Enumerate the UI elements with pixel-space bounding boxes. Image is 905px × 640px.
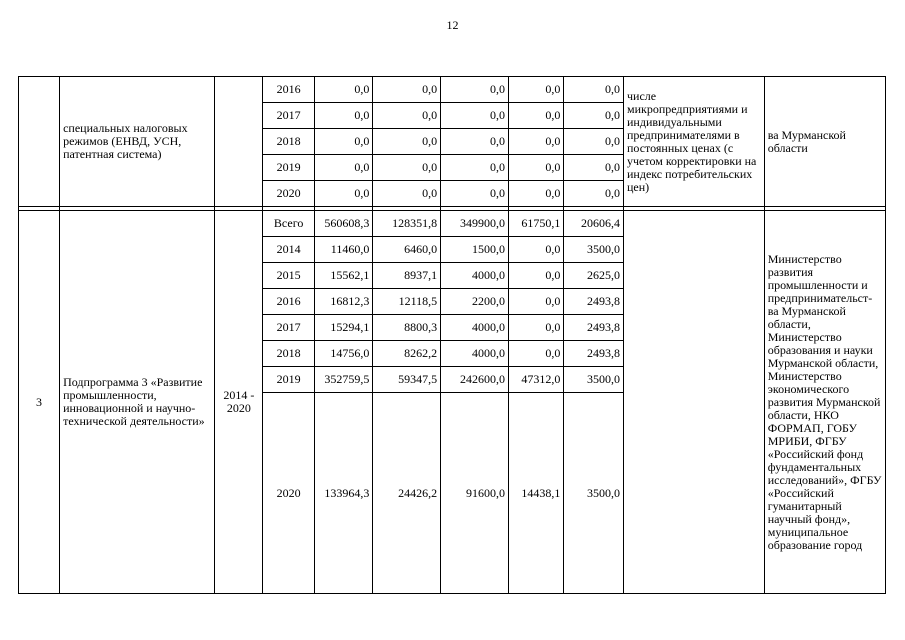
subprogram-name-cell: Подпрограмма 3 «Развитие промышленности, инновационной и научно-технической деятельности»	[60, 211, 215, 594]
year-cell: 2014	[263, 237, 314, 263]
value-cell: 14756,0	[314, 341, 373, 367]
value-cell: 242600,0	[441, 367, 509, 393]
table-row	[19, 77, 886, 103]
year-cell: 2016	[263, 77, 314, 103]
value-cell: 0,0	[314, 129, 373, 155]
year-cell: 2020	[263, 181, 314, 207]
value-cell: 20606,4	[564, 211, 624, 237]
value-cell: 0,0	[508, 289, 563, 315]
value-cell: 0,0	[508, 103, 563, 129]
value-cell: 2493,8	[564, 315, 624, 341]
value-cell: 91600,0	[441, 393, 509, 594]
year-cell: 2019	[263, 155, 314, 181]
value-cell: 352759,5	[314, 367, 373, 393]
table-row	[19, 211, 886, 237]
value-cell: 16812,3	[314, 289, 373, 315]
value-cell: 0,0	[441, 155, 509, 181]
year-cell: 2019	[263, 367, 314, 393]
value-cell: 8937,1	[373, 263, 441, 289]
value-cell: 0,0	[373, 77, 441, 103]
value-cell: 1500,0	[441, 237, 509, 263]
value-cell: 0,0	[441, 103, 509, 129]
value-cell: 3500,0	[564, 237, 624, 263]
value-cell: 4000,0	[441, 263, 509, 289]
value-cell: 0,0	[508, 237, 563, 263]
value-cell: 0,0	[508, 129, 563, 155]
period-cell: 2014 - 2020	[215, 211, 263, 594]
value-cell: 0,0	[314, 181, 373, 207]
value-cell: 2625,0	[564, 263, 624, 289]
value-cell: 0,0	[314, 103, 373, 129]
value-cell: 0,0	[564, 103, 624, 129]
value-cell: 6460,0	[373, 237, 441, 263]
value-cell: 349900,0	[441, 211, 509, 237]
value-cell: 12118,5	[373, 289, 441, 315]
value-cell: 0,0	[441, 77, 509, 103]
period-cell	[215, 77, 263, 207]
value-cell: 0,0	[564, 181, 624, 207]
value-cell: 0,0	[508, 341, 563, 367]
value-cell: 15562,1	[314, 263, 373, 289]
measure-name-cell: специальных налоговых режимов (ЕНВД, УСН, патентная система)	[60, 77, 215, 207]
value-cell: 0,0	[441, 129, 509, 155]
value-cell: 0,0	[508, 77, 563, 103]
value-cell: 0,0	[373, 129, 441, 155]
year-cell: 2018	[263, 341, 314, 367]
value-cell: 8800,3	[373, 315, 441, 341]
value-cell: 128351,8	[373, 211, 441, 237]
value-cell: 0,0	[373, 181, 441, 207]
value-cell: 0,0	[373, 103, 441, 129]
executor-cell: Министерство развития промышленности и предпринимательст-ва Мурманской области, Министерство образования и науки Мурманской области, Министерство экономического развития Мурманской области, НКО ФОРМАП, ГОБУ МРИБИ, ФГБУ «Российский фонд фундаментальных исследований», ФГБУ «Российский гуманитарный научный фонд», муниципальное образование город	[764, 211, 885, 594]
row-number-cell	[19, 77, 60, 207]
indicator-cell: числе микропредприятиями и индивидуальными предпринимателями в постоянных ценах (с учетом корректировки на индекс потребительских цен)	[624, 77, 765, 207]
value-cell: 2200,0	[441, 289, 509, 315]
value-cell: 2493,8	[564, 341, 624, 367]
page-number: 12	[446, 18, 459, 32]
value-cell: 59347,5	[373, 367, 441, 393]
value-cell: 0,0	[508, 155, 563, 181]
value-cell: 11460,0	[314, 237, 373, 263]
row-number-cell: 3	[19, 211, 60, 594]
value-cell: 4000,0	[441, 315, 509, 341]
value-cell: 3500,0	[564, 367, 624, 393]
value-cell: 3500,0	[564, 393, 624, 594]
value-cell: 0,0	[564, 155, 624, 181]
value-cell: 560608,3	[314, 211, 373, 237]
value-cell: 0,0	[314, 155, 373, 181]
value-cell: 133964,3	[314, 393, 373, 594]
value-cell: 0,0	[508, 263, 563, 289]
value-cell: 4000,0	[441, 341, 509, 367]
value-cell: 24426,2	[373, 393, 441, 594]
value-cell: 0,0	[508, 181, 563, 207]
executor-cell: ва Мурманской области	[764, 77, 885, 207]
value-cell: 8262,2	[373, 341, 441, 367]
value-cell: 61750,1	[508, 211, 563, 237]
year-cell: 2015	[263, 263, 314, 289]
value-cell: 14438,1	[508, 393, 563, 594]
year-cell: Всего	[263, 211, 314, 237]
value-cell: 0,0	[314, 77, 373, 103]
value-cell: 0,0	[441, 181, 509, 207]
indicator-cell	[624, 211, 765, 594]
value-cell: 0,0	[373, 155, 441, 181]
year-cell: 2016	[263, 289, 314, 315]
value-cell: 2493,8	[564, 289, 624, 315]
table-body	[19, 77, 886, 594]
year-cell: 2017	[263, 103, 314, 129]
value-cell: 15294,1	[314, 315, 373, 341]
value-cell: 0,0	[564, 129, 624, 155]
year-cell: 2017	[263, 315, 314, 341]
value-cell: 0,0	[508, 315, 563, 341]
program-table	[18, 76, 886, 594]
year-cell: 2018	[263, 129, 314, 155]
value-cell: 47312,0	[508, 367, 563, 393]
value-cell: 0,0	[564, 77, 624, 103]
year-cell: 2020	[263, 393, 314, 594]
